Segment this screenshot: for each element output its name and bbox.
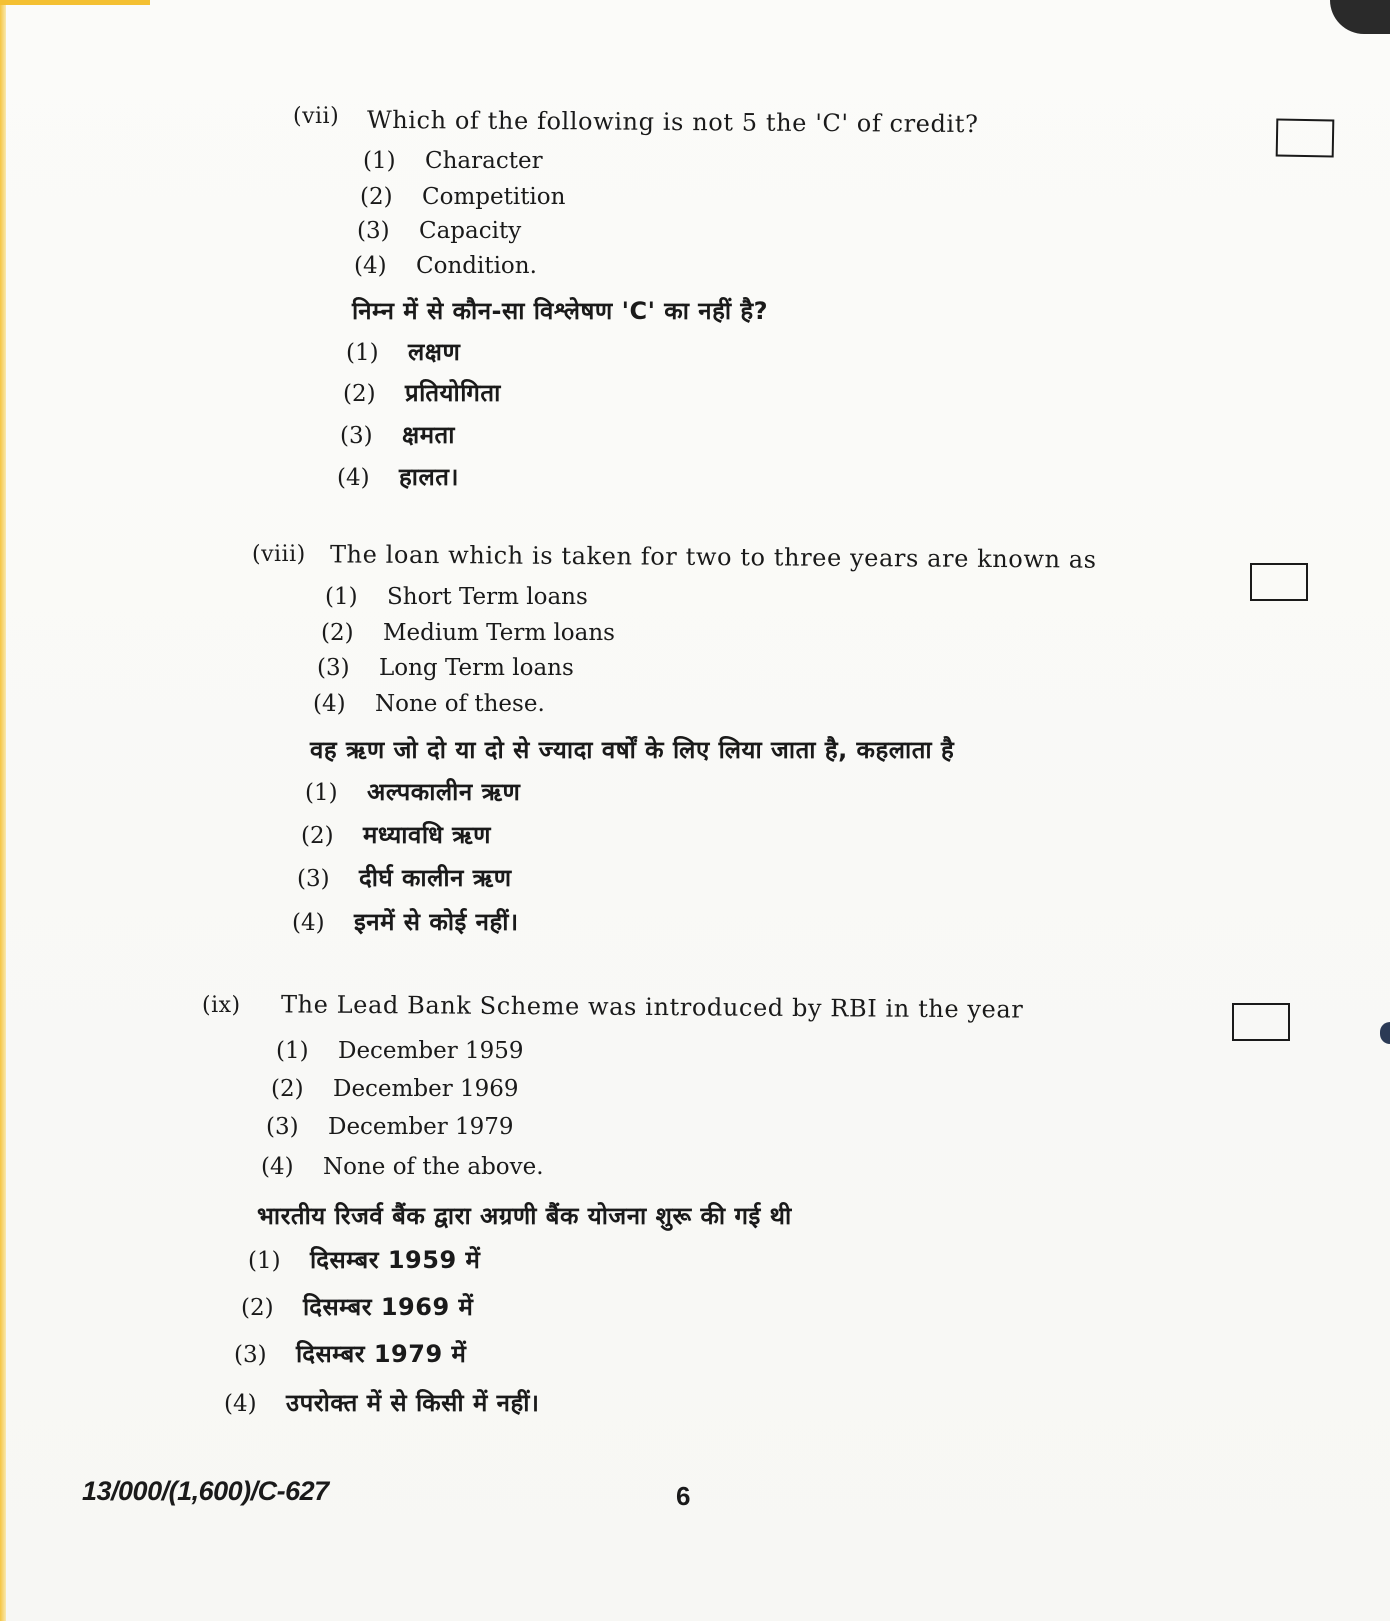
option-en-3: (3) December 1979 xyxy=(266,1114,514,1140)
option-hi-3: (3) क्षमता xyxy=(340,421,455,449)
option-hi-4: (4) उपरोक्त में से किसी में नहीं। xyxy=(224,1389,540,1417)
answer-box[interactable] xyxy=(1276,118,1335,157)
answer-box[interactable] xyxy=(1232,1003,1290,1041)
option-en-2: (2) December 1969 xyxy=(271,1076,519,1102)
page-edge-top xyxy=(0,0,150,5)
page-edge xyxy=(0,0,6,1621)
option-en-1: (1) Character xyxy=(363,148,543,174)
option-en-3: (3) Long Term loans xyxy=(317,655,574,681)
option-hi-1: (1) अल्पकालीन ऋण xyxy=(305,778,521,806)
option-hi-2: (2) मध्यावधि ऋण xyxy=(301,821,492,849)
paper-code: 13/000/(1,600)/C-627 xyxy=(82,1476,329,1506)
question-number: (vii) xyxy=(293,104,340,129)
option-hi-1: (1) दिसम्बर 1959 में xyxy=(248,1246,481,1274)
option-hi-2: (2) दिसम्बर 1969 में xyxy=(241,1293,474,1321)
option-hi-1: (1) लक्षण xyxy=(346,338,461,366)
question-text-hi: भारतीय रिजर्व बैंक द्वारा अग्रणी बैंक योजना शुरू की गई थी xyxy=(257,1202,792,1230)
option-en-2: (2) Competition xyxy=(360,184,566,210)
option-en-2: (2) Medium Term loans xyxy=(321,620,615,646)
option-en-4: (4) None of these. xyxy=(313,691,545,717)
page-number: 6 xyxy=(676,1481,691,1511)
question-number: (ix) xyxy=(202,993,241,1018)
question-text-hi: निम्न में से कौन-सा विश्लेषण 'C' का नहीं है? xyxy=(352,297,769,325)
option-hi-4: (4) इनमें से कोई नहीं। xyxy=(292,908,519,936)
question-text-en: Which of the following is not 5 the 'C' of credit? xyxy=(366,105,979,139)
option-hi-3: (3) दिसम्बर 1979 में xyxy=(234,1340,467,1368)
option-hi-2: (2) प्रतियोगिता xyxy=(343,379,501,407)
option-en-4: (4) None of the above. xyxy=(261,1154,544,1180)
answer-box[interactable] xyxy=(1250,563,1308,601)
question-text-en: The loan which is taken for two to three years are known as xyxy=(329,540,1097,574)
option-hi-4: (4) हालत। xyxy=(337,463,460,491)
question-text-hi: वह ऋण जो दो या दो से ज्यादा वर्षों के लिए लिया जाता है, कहलाता है xyxy=(310,736,955,764)
option-hi-3: (3) दीर्घ कालीन ऋण xyxy=(297,864,512,892)
option-en-1: (1) Short Term loans xyxy=(325,584,588,610)
question-text-en: The Lead Bank Scheme was introduced by RBI in the year xyxy=(280,990,1024,1024)
option-en-3: (3) Capacity xyxy=(357,218,522,244)
scan-mark xyxy=(1380,1022,1390,1044)
option-en-4: (4) Condition. xyxy=(354,253,537,279)
option-en-1: (1) December 1959 xyxy=(276,1038,524,1064)
scan-corner-shadow xyxy=(1330,0,1390,34)
question-number: (viii) xyxy=(252,542,306,567)
